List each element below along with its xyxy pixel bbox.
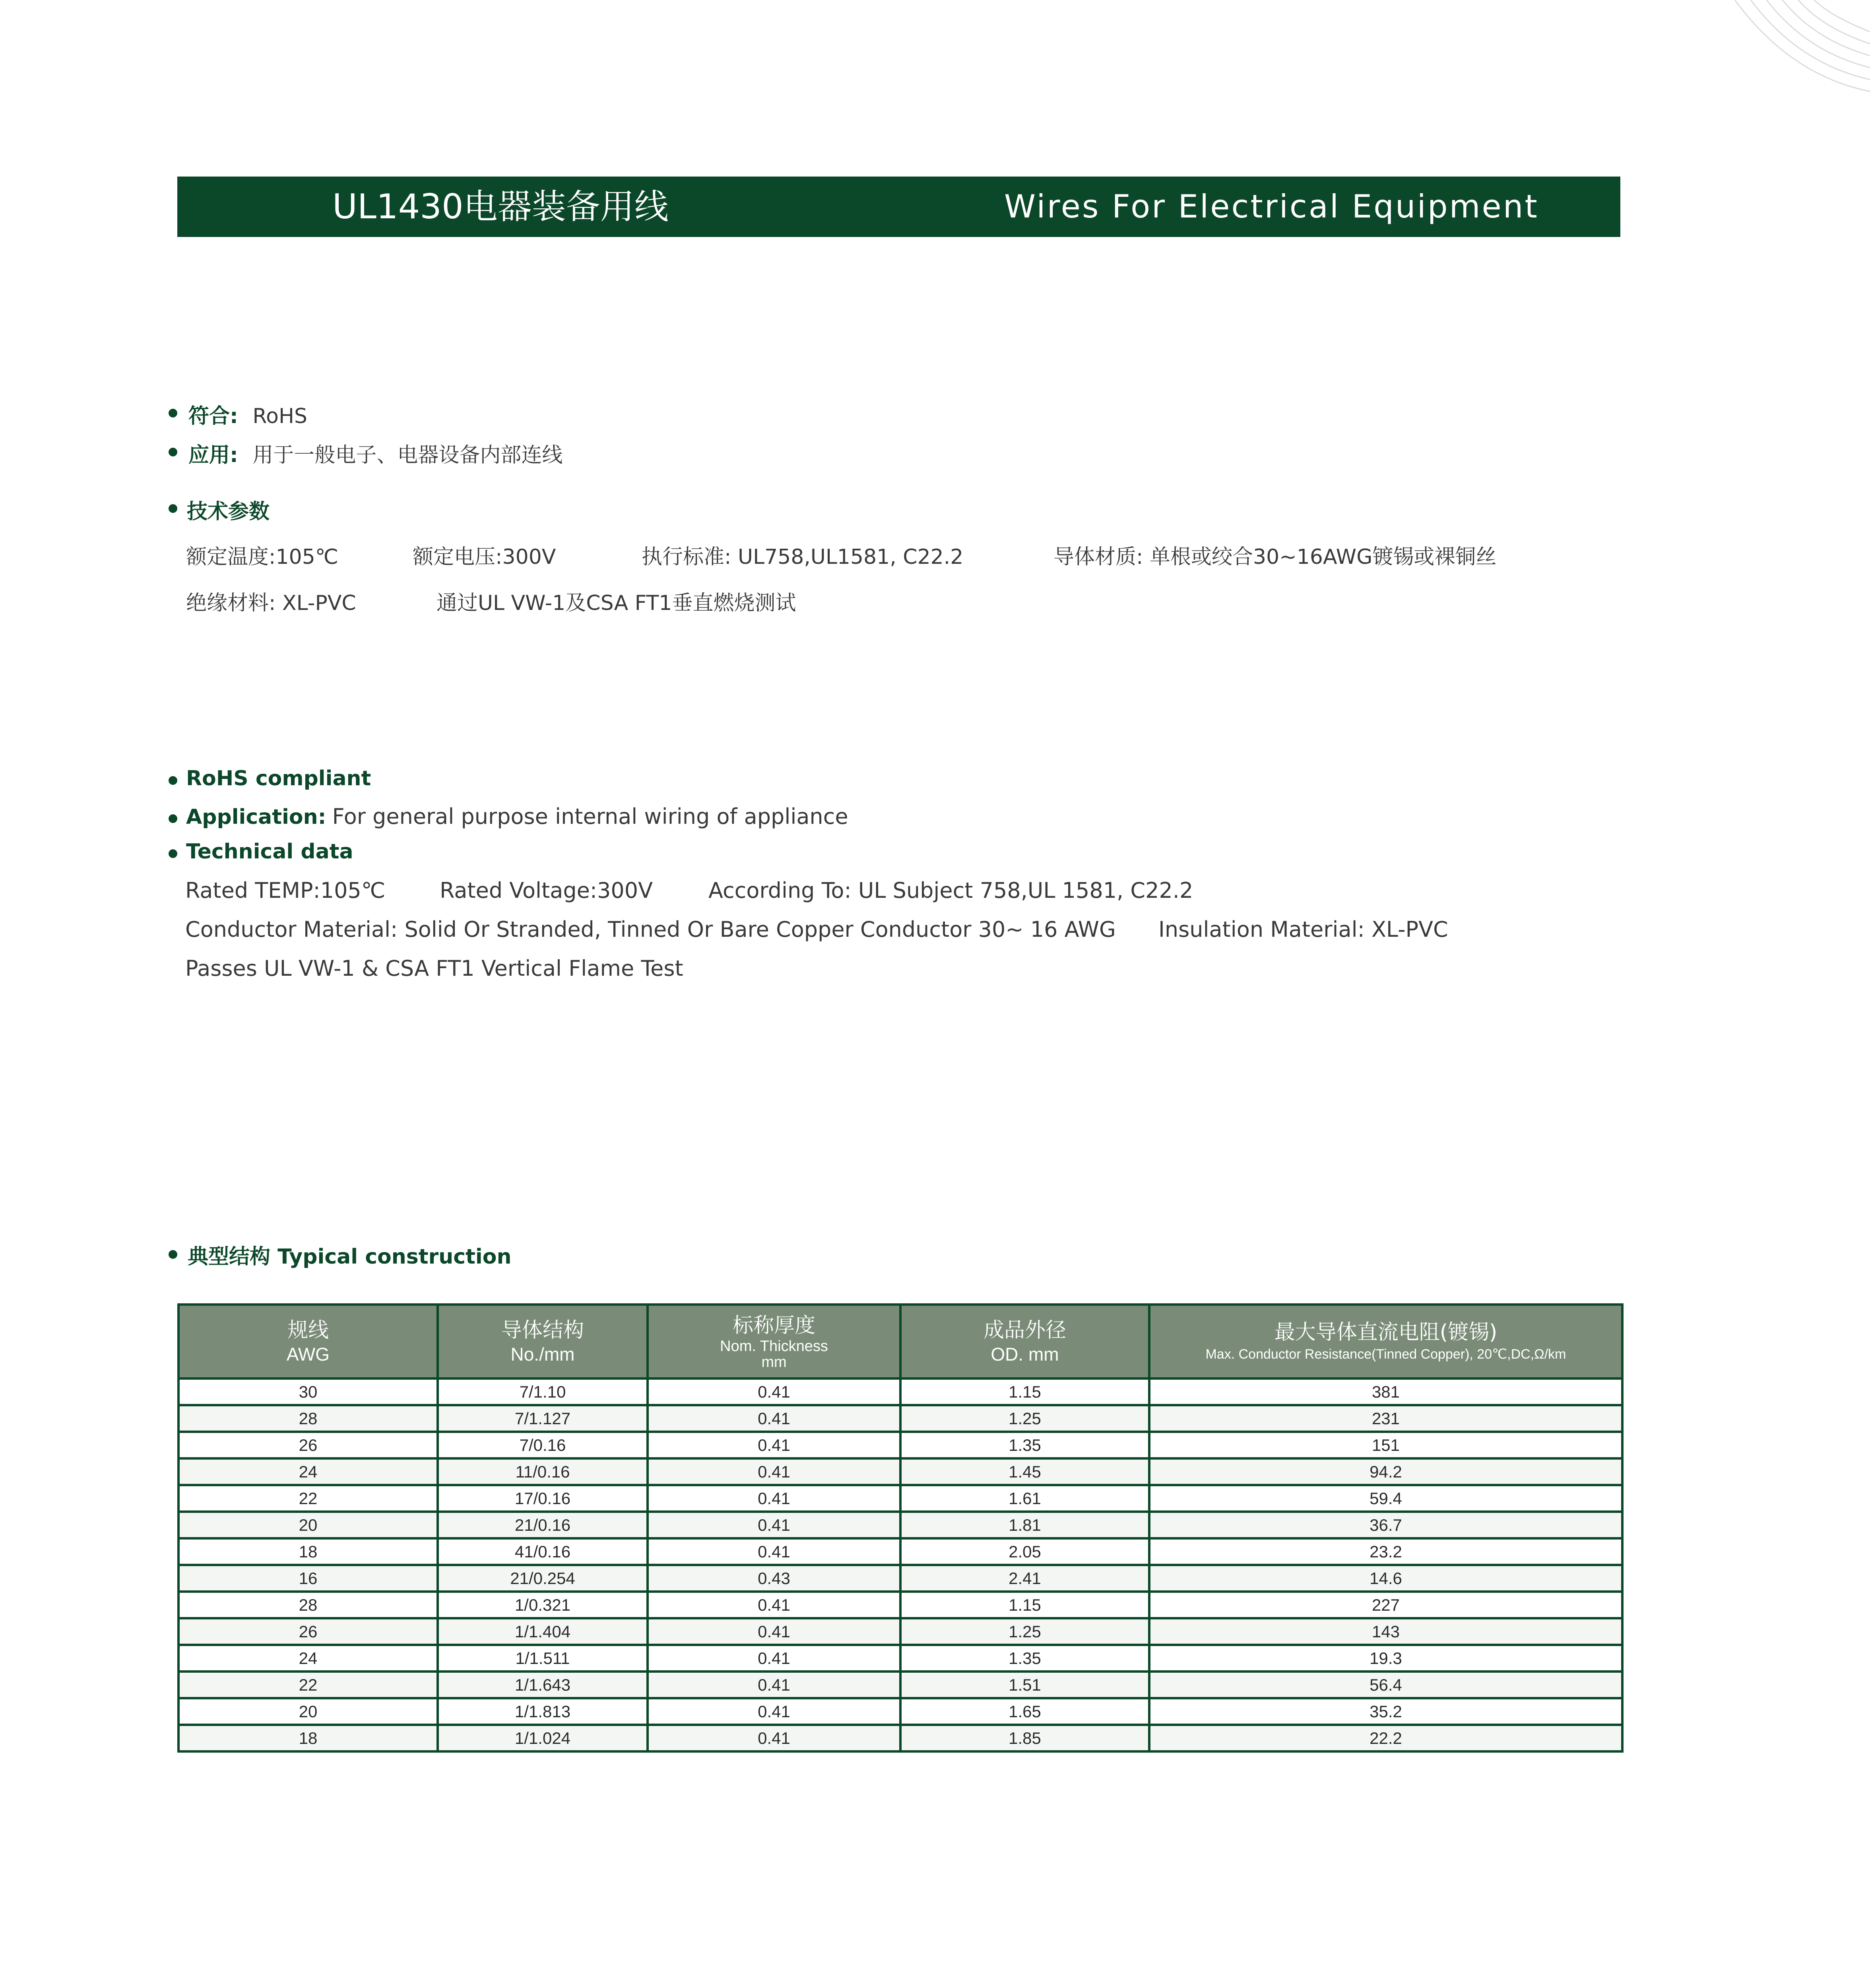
title-cn: UL1430电器装备用线: [332, 187, 669, 227]
table-row: [178, 1378, 1622, 1405]
cell-conductor: 11/0.16: [438, 1458, 648, 1485]
cell-awg: 16: [178, 1565, 438, 1592]
col-od-cn: 成品外径: [983, 1318, 1066, 1342]
cell-od: 1.65: [900, 1698, 1149, 1725]
col-conductor: [438, 1305, 648, 1378]
cell-thickness: 0.41: [648, 1512, 900, 1538]
cell-thickness: 0.41: [648, 1538, 900, 1565]
col-od-en: OD. mm: [991, 1344, 1059, 1365]
table-row: [178, 1512, 1622, 1538]
cell-resistance: 35.2: [1149, 1698, 1622, 1725]
cell-od: 1.15: [900, 1592, 1149, 1618]
cell-resistance: 22.2: [1149, 1725, 1622, 1751]
cell-conductor: 1/0.321: [438, 1592, 648, 1618]
cell-resistance: 23.2: [1149, 1538, 1622, 1565]
col-conductor-en: No./mm: [510, 1344, 575, 1365]
cell-conductor: 7/0.16: [438, 1432, 648, 1458]
compliance-value: RoHS: [252, 404, 308, 428]
application-label-cn: 应用:: [188, 443, 238, 467]
bullet-dot: [169, 849, 177, 858]
col-thickness: [648, 1305, 900, 1378]
cell-awg: 28: [178, 1592, 438, 1618]
cell-conductor: 1/1.404: [438, 1618, 648, 1645]
col-thickness-unit: mm: [761, 1354, 787, 1371]
cell-od: 1.85: [900, 1725, 1149, 1751]
cell-conductor: 21/0.16: [438, 1512, 648, 1538]
construction-table: [177, 1303, 1624, 1753]
application-value-en: For general purpose internal wiring of appliance: [332, 804, 848, 829]
cell-resistance: 19.3: [1149, 1645, 1622, 1672]
application-value-cn: 用于一般电子、电器设备内部连线: [252, 443, 563, 467]
cell-conductor: 1/1.813: [438, 1698, 648, 1725]
bullet-dot: [169, 504, 177, 513]
col-od: [900, 1305, 1149, 1378]
application-line-cn: [188, 438, 563, 468]
cell-od: 1.35: [900, 1432, 1149, 1458]
table-header-row: [178, 1305, 1622, 1378]
tech-heading-cn: [187, 495, 270, 524]
cell-thickness: 0.41: [648, 1378, 900, 1405]
cell-conductor: 21/0.254: [438, 1565, 648, 1592]
cell-thickness: 0.41: [648, 1698, 900, 1725]
cell-od: 1.25: [900, 1405, 1149, 1432]
table-row: [178, 1405, 1622, 1432]
cell-awg: 30: [178, 1378, 438, 1405]
cell-awg: 26: [178, 1432, 438, 1458]
cell-awg: 22: [178, 1672, 438, 1698]
cell-awg: 22: [178, 1485, 438, 1512]
cell-resistance: 231: [1149, 1405, 1622, 1432]
cell-conductor: 1/1.024: [438, 1725, 648, 1751]
cell-od: 1.45: [900, 1458, 1149, 1485]
cell-resistance: 59.4: [1149, 1485, 1622, 1512]
compliance-line: [188, 399, 307, 429]
bullet-dot: [169, 409, 177, 417]
cell-resistance: 143: [1149, 1618, 1622, 1645]
bullet-dot: [169, 1250, 177, 1259]
cell-awg: 20: [178, 1698, 438, 1725]
cell-thickness: 0.41: [648, 1405, 900, 1432]
cell-od: 1.25: [900, 1618, 1149, 1645]
cell-awg: 18: [178, 1538, 438, 1565]
cell-thickness: 0.41: [648, 1432, 900, 1458]
table-body: [178, 1378, 1622, 1751]
construction-heading: 典型结构 Typical construction: [188, 1245, 512, 1269]
spec-voltage-cn: 额定电压:300V: [413, 545, 556, 569]
table-row: [178, 1672, 1622, 1698]
col-awg-en: AWG: [286, 1344, 330, 1365]
cell-od: 1.81: [900, 1512, 1149, 1538]
table-row: [178, 1725, 1622, 1751]
cell-od: 1.15: [900, 1378, 1149, 1405]
cell-od: 1.35: [900, 1645, 1149, 1672]
tech-label-cn: 技术参数: [187, 500, 270, 524]
spec-temp-en: Rated TEMP:105℃: [185, 878, 386, 903]
table-row: [178, 1592, 1622, 1618]
cell-od: 1.51: [900, 1672, 1149, 1698]
cell-thickness: 0.43: [648, 1565, 900, 1592]
spec-voltage-en: Rated Voltage:300V: [440, 878, 653, 903]
cell-awg: 20: [178, 1512, 438, 1538]
cell-conductor: 7/1.127: [438, 1405, 648, 1432]
cell-thickness: 0.41: [648, 1592, 900, 1618]
cell-awg: 24: [178, 1645, 438, 1672]
table-row: [178, 1618, 1622, 1645]
cell-thickness: 0.41: [648, 1672, 900, 1698]
title-en: Wires For Electrical Equipment: [1004, 188, 1539, 225]
cell-conductor: 1/1.643: [438, 1672, 648, 1698]
table-row: [178, 1432, 1622, 1458]
bullet-dot: [169, 448, 177, 456]
bullet-dot: [169, 776, 177, 785]
compliance-label: 符合:: [188, 404, 238, 428]
spec-conductor-en: Conductor Material: Solid Or Stranded, Tinned Or Bare Copper Conductor 30~ 16 AWG: [185, 917, 1116, 942]
col-resistance-cn: 最大导体直流电阻(镀锡): [1274, 1320, 1498, 1344]
table-row: [178, 1485, 1622, 1512]
cell-thickness: 0.41: [648, 1725, 900, 1751]
col-resistance-en: Max. Conductor Resistance(Tinned Copper), 20℃,DC,Ω/km: [1205, 1347, 1566, 1362]
cell-thickness: 0.41: [648, 1458, 900, 1485]
cell-thickness: 0.41: [648, 1485, 900, 1512]
cell-conductor: 17/0.16: [438, 1485, 648, 1512]
corner-decoration: [1711, 0, 1870, 95]
col-conductor-cn: 导体结构: [501, 1318, 584, 1342]
col-awg: [178, 1305, 438, 1378]
col-thickness-cn: 标称厚度: [732, 1314, 815, 1338]
col-resistance: [1149, 1305, 1622, 1378]
application-line-en: [186, 804, 848, 829]
spec-flame-en: Passes UL VW-1 & CSA FT1 Vertical Flame Test: [185, 956, 683, 981]
title-bar: [177, 177, 1620, 237]
table-row: [178, 1538, 1622, 1565]
bullet-dot: [169, 814, 177, 823]
cell-resistance: 151: [1149, 1432, 1622, 1458]
cell-resistance: 14.6: [1149, 1565, 1622, 1592]
cell-od: 1.61: [900, 1485, 1149, 1512]
cell-thickness: 0.41: [648, 1645, 900, 1672]
cell-resistance: 36.7: [1149, 1512, 1622, 1538]
col-thickness-en: Nom. Thickness: [720, 1338, 828, 1355]
table-row: [178, 1698, 1622, 1725]
spec-temp-cn: 额定温度:105℃: [186, 545, 339, 569]
cell-awg: 24: [178, 1458, 438, 1485]
cell-awg: 26: [178, 1618, 438, 1645]
cell-od: 2.41: [900, 1565, 1149, 1592]
cell-conductor: 1/1.511: [438, 1645, 648, 1672]
spec-flame-cn: 通过UL VW-1及CSA FT1垂直燃烧测试: [436, 591, 796, 615]
cell-conductor: 7/1.10: [438, 1378, 648, 1405]
cell-resistance: 227: [1149, 1592, 1622, 1618]
cell-awg: 28: [178, 1405, 438, 1432]
tech-heading-en: Technical data: [186, 840, 353, 864]
table-row: [178, 1565, 1622, 1592]
spec-insulation-cn: 绝缘材料: XL-PVC: [186, 591, 356, 615]
spec-conductor-cn: 导体材质: 单根或绞合30~16AWG镀锡或裸铜丝: [1053, 545, 1497, 569]
cell-resistance: 56.4: [1149, 1672, 1622, 1698]
col-awg-cn: 规线: [287, 1318, 329, 1342]
cell-conductor: 41/0.16: [438, 1538, 648, 1565]
spec-standard-en: According To: UL Subject 758,UL 1581, C22.2: [708, 878, 1193, 903]
application-label-en: Application:: [186, 805, 326, 829]
rohs-compliant: RoHS compliant: [186, 767, 371, 790]
cell-awg: 18: [178, 1725, 438, 1751]
cell-resistance: 381: [1149, 1378, 1622, 1405]
cell-thickness: 0.41: [648, 1618, 900, 1645]
table-row: [178, 1645, 1622, 1672]
spec-insulation-en: Insulation Material: XL-PVC: [1158, 917, 1448, 942]
cell-od: 2.05: [900, 1538, 1149, 1565]
cell-resistance: 94.2: [1149, 1458, 1622, 1485]
spec-standard-cn: 执行标准: UL758,UL1581, C22.2: [642, 545, 964, 569]
table-row: [178, 1458, 1622, 1485]
